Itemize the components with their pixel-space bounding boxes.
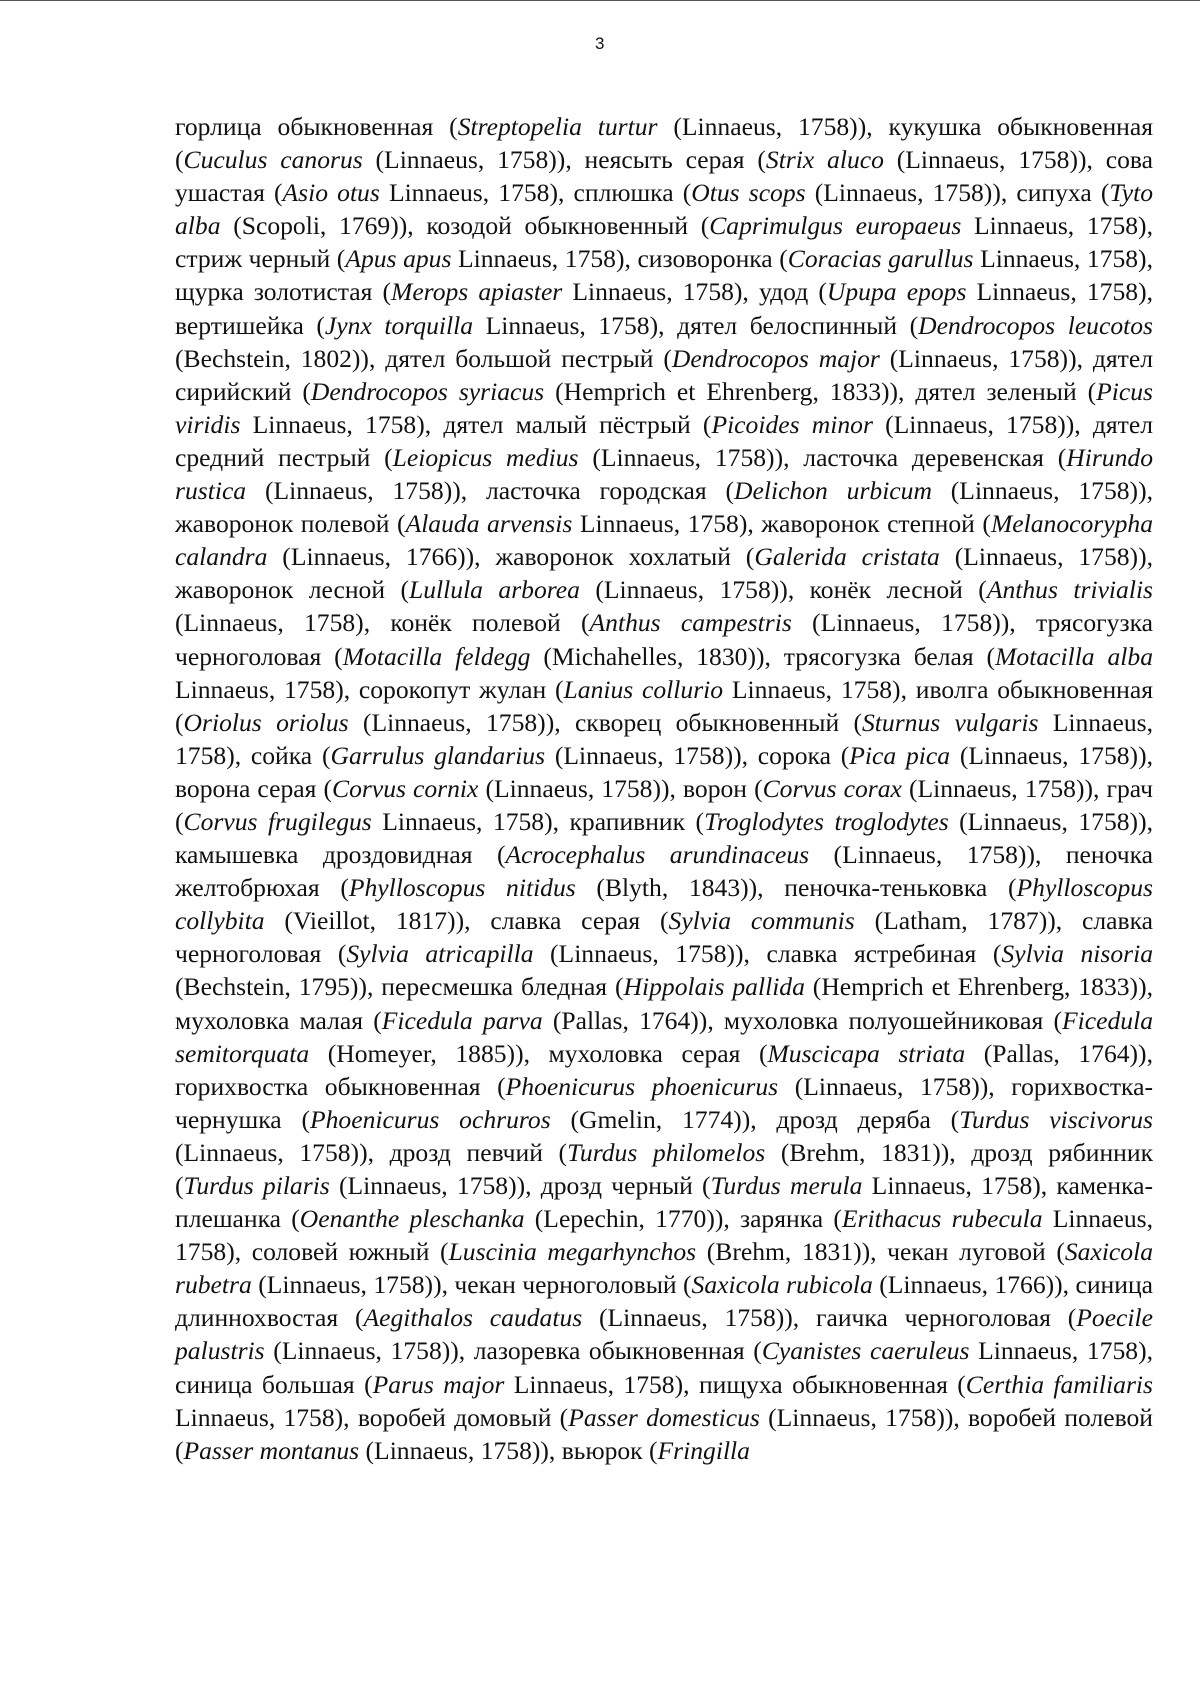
species-latin-name: Strix aluco bbox=[765, 145, 884, 175]
species-text: Linnaeus, 1758), синица большая ( bbox=[175, 1336, 1153, 1399]
species-text: (Linnaeus, 1758)), ворон ( bbox=[478, 773, 763, 803]
species-text: (Linnaeus, 1758)), гаичка черноголовая ( bbox=[582, 1303, 1077, 1333]
species-latin-name: Oriolus oriolus bbox=[183, 707, 349, 737]
species-text: (Linnaeus, 1766)), жаворонок хохлатый ( bbox=[267, 542, 755, 572]
species-text: Linnaeus, 1758), соловей южный ( bbox=[175, 1204, 1153, 1267]
species-latin-name: Muscicapa striata bbox=[767, 1038, 966, 1068]
species-text: (Linnaeus, 1758)), дятел сирийский ( bbox=[175, 343, 1153, 406]
species-latin-name: Ficedula parva bbox=[381, 1005, 543, 1035]
species-latin-name: Motacilla feldegg bbox=[342, 641, 531, 671]
species-text: (Linnaeus, 1758)), грач ( bbox=[175, 773, 1153, 836]
species-latin-name: Sylvia nisoria bbox=[1001, 939, 1154, 969]
species-text: Linnaeus, 1758), дятел белоспинный ( bbox=[473, 310, 919, 340]
species-latin-name: Saxicola rubicola bbox=[691, 1270, 873, 1300]
species-text: (Homeyer, 1885)), мухоловка серая ( bbox=[309, 1038, 768, 1068]
species-latin-name: Sturnus vulgaris bbox=[862, 707, 1039, 737]
species-latin-name: Turdus viscivorus bbox=[959, 1104, 1153, 1134]
species-latin-name: Lanius collurio bbox=[563, 674, 724, 704]
species-text: (Linnaeus, 1758)), чекан черноголовый ( bbox=[251, 1270, 692, 1300]
species-latin-name: Ficedula semitorquata bbox=[175, 1005, 1153, 1068]
species-latin-name: Cyanistes caeruleus bbox=[761, 1336, 970, 1366]
species-latin-name: Certhia familiaris bbox=[965, 1369, 1153, 1399]
page-top-edge bbox=[0, 0, 1200, 1]
species-latin-name: Phylloscopus nitidus bbox=[348, 873, 576, 903]
page-number: 3 bbox=[595, 34, 605, 53]
species-text: (Linnaeus, 1766)), синица длиннохвостая ( bbox=[175, 1270, 1154, 1333]
species-latin-name: Picoides minor bbox=[711, 409, 873, 439]
species-text: Linnaeus, 1758), дятел малый пёстрый ( bbox=[240, 409, 712, 439]
species-text: (Pallas, 1764)), мухоловка полуошейниковая ( bbox=[542, 1005, 1063, 1035]
species-latin-name: Cuculus canorus bbox=[183, 145, 363, 175]
species-latin-name: Troglodytes troglodytes bbox=[704, 806, 949, 836]
species-latin-name: Dendrocopos leucotos bbox=[918, 310, 1153, 340]
species-text: Linnaeus, 1758), пищуха обыкновенная ( bbox=[504, 1369, 966, 1399]
species-latin-name: Phylloscopus collybita bbox=[175, 873, 1153, 936]
species-text: (Linnaeus, 1758)), вьюрок ( bbox=[359, 1435, 658, 1465]
species-text: (Lepechin, 1770)), зарянка ( bbox=[524, 1204, 842, 1234]
species-latin-name: Dendrocopos major bbox=[671, 343, 880, 373]
species-text: горлица обыкновенная ( bbox=[175, 112, 458, 141]
species-text: (Linnaeus, 1758)), скворец обыкновенный ( bbox=[348, 707, 862, 737]
species-latin-name: Melanocorypha calandra bbox=[175, 509, 1153, 572]
species-latin-name: Pica pica bbox=[849, 740, 951, 770]
species-text: (Scopoli, 1769)), козодой обыкновенный ( bbox=[220, 211, 710, 241]
species-latin-name: Turdus pilaris bbox=[183, 1171, 330, 1200]
species-text: (Bechstein, 1802)), дятел большой пестрый ( bbox=[175, 343, 672, 373]
species-latin-name: Luscinia megarhynchos bbox=[448, 1237, 697, 1267]
species-text: (Linnaeus, 1758)), славка ястребиная ( bbox=[533, 939, 1002, 969]
species-text: (Linnaeus, 1758)), сипуха ( bbox=[805, 178, 1110, 208]
species-latin-name: Acrocephalus arundinaceus bbox=[505, 840, 810, 870]
species-text: (Linnaeus, 1758)), камышевка дроздовидная ( bbox=[175, 806, 1153, 870]
species-latin-name: Tyto alba bbox=[175, 178, 1153, 241]
species-text: Linnaeus, 1758), вертишейка ( bbox=[175, 277, 1153, 340]
species-text: (Hemprich et Ehrenberg, 1833)), дятел зеленый ( bbox=[544, 376, 1097, 406]
species-latin-name: Streptopelia turtur bbox=[457, 112, 658, 141]
species-text: (Linnaeus, 1758)), пеночка желтобрюхая ( bbox=[175, 840, 1154, 903]
species-text: (Linnaeus, 1758)), сорока ( bbox=[545, 740, 850, 770]
species-text: (Linnaeus, 1758)), воробей полевой ( bbox=[175, 1402, 1154, 1465]
species-text: (Blyth, 1843)), пеночка-теньковка ( bbox=[575, 873, 1017, 903]
species-latin-name: Hirundo rustica bbox=[175, 442, 1153, 506]
species-text: (Pallas, 1764)), горихвостка обыкновенная ( bbox=[175, 1038, 1153, 1101]
species-latin-name: Otus scops bbox=[691, 178, 806, 208]
species-latin-name: Corvus corax bbox=[762, 773, 902, 803]
species-latin-name: Delichon urbicum bbox=[734, 476, 932, 506]
species-text: (Linnaeus, 1758)), дятел средний пестрый ( bbox=[175, 409, 1153, 472]
species-text: (Brehm, 1831)), чекан луговой ( bbox=[696, 1237, 1065, 1267]
species-text: (Linnaeus, 1758)), жаворонок лесной ( bbox=[175, 542, 1153, 605]
species-latin-name: Parus major bbox=[372, 1369, 505, 1399]
species-text: Linnaeus, 1758), иволга обыкновенная ( bbox=[175, 674, 1154, 737]
species-text: Linnaeus, 1758), сплюшка ( bbox=[379, 178, 692, 208]
species-text: (Linnaeus, 1758)), ласточка деревенская ( bbox=[578, 442, 1067, 472]
species-latin-name: Corvus frugilegus bbox=[183, 806, 372, 836]
species-latin-name: Coracias garullus bbox=[787, 244, 974, 274]
species-text: (Linnaeus, 1758)), горихвостка-чернушка ( bbox=[175, 1071, 1153, 1134]
species-latin-name: Sylvia atricapilla bbox=[346, 939, 534, 969]
species-text: Linnaeus, 1758), удод ( bbox=[562, 277, 827, 307]
species-latin-name: Phoenicurus ochruros bbox=[309, 1104, 551, 1134]
species-text: Linnaeus, 1758), каменка-плешанка ( bbox=[175, 1171, 1153, 1234]
species-text: Linnaeus, 1758), щурка золотистая ( bbox=[175, 244, 1153, 307]
species-latin-name: Aegithalos caudatus bbox=[363, 1303, 583, 1333]
species-text: (Linnaeus, 1758)), сова ушастая ( bbox=[175, 145, 1153, 208]
species-text: (Linnaeus, 1758)), дрозд черный ( bbox=[329, 1171, 711, 1200]
species-latin-name: Garrulus glandarius bbox=[330, 740, 546, 770]
species-latin-name: Anthus campestris bbox=[589, 608, 792, 638]
species-text: Linnaeus, 1758), крапивник ( bbox=[371, 806, 705, 836]
species-latin-name: Passer domesticus bbox=[568, 1402, 760, 1432]
species-latin-name: Turdus merula bbox=[710, 1171, 863, 1200]
species-latin-name: Erithacus rubecula bbox=[841, 1204, 1043, 1234]
species-text: (Michahelles, 1830)), трясогузка белая ( bbox=[530, 641, 996, 671]
species-latin-name: Passer montanus bbox=[183, 1435, 360, 1465]
species-latin-name: Anthus trivialis bbox=[986, 575, 1154, 605]
species-latin-name: Motacilla alba bbox=[995, 641, 1154, 671]
species-latin-name: Phoenicurus phoenicurus bbox=[505, 1071, 779, 1101]
species-text: (Linnaeus, 1758)), неясыть серая ( bbox=[362, 145, 766, 175]
species-text: Linnaeus, 1758), сизоворонка ( bbox=[451, 244, 788, 274]
species-latin-name: Corvus cornix bbox=[332, 773, 479, 803]
species-latin-name: Asio otus bbox=[282, 178, 380, 208]
species-text: (Latham, 1787)), славка черноголовая ( bbox=[175, 906, 1153, 969]
species-latin-name: Alauda arvensis bbox=[405, 509, 573, 539]
species-latin-name: Saxicola rubetra bbox=[175, 1237, 1153, 1300]
species-text: Linnaeus, 1758), стриж черный ( bbox=[175, 211, 1153, 274]
species-text: (Linnaeus, 1758)), кукушка обыкновенная ( bbox=[175, 112, 1153, 175]
species-latin-name: Lullula arborea bbox=[409, 575, 580, 605]
species-text: Linnaeus, 1758), жаворонок степной ( bbox=[572, 509, 991, 539]
species-latin-name: Hippolais pallida bbox=[623, 972, 805, 1002]
species-text: (Linnaeus, 1758)), трясогузка черноголовая ( bbox=[175, 608, 1153, 671]
species-latin-name: Dendrocopos syriacus bbox=[310, 376, 545, 406]
species-text: Linnaeus, 1758), сойка ( bbox=[175, 707, 1153, 770]
species-latin-name: Caprimulgus europaeus bbox=[709, 211, 962, 241]
species-text: Linnaeus, 1758), воробей домовый ( bbox=[175, 1402, 569, 1432]
species-text: (Linnaeus, 1758)), дрозд певчий ( bbox=[175, 1137, 568, 1167]
species-text: Linnaeus, 1758), сорокопут жулан ( bbox=[175, 674, 564, 704]
species-text: (Linnaeus, 1758)), жаворонок полевой ( bbox=[175, 476, 1153, 539]
species-text: (Linnaeus, 1758)), ласточка городская ( bbox=[246, 476, 734, 506]
species-text: (Linnaeus, 1758), конёк полевой ( bbox=[175, 608, 590, 638]
species-text: (Gmelin, 1774)), дрозд деряба ( bbox=[550, 1104, 960, 1134]
species-latin-name: Oenanthe pleschanka bbox=[299, 1204, 525, 1234]
species-text: (Linnaeus, 1758)), конёк лесной ( bbox=[579, 575, 987, 605]
species-latin-name: Poecile palustris bbox=[175, 1303, 1153, 1366]
species-latin-name: Galerida cristata bbox=[754, 542, 940, 572]
species-latin-name: Merops apiaster bbox=[391, 277, 563, 307]
species-latin-name: Leiopicus medius bbox=[392, 442, 579, 472]
species-text: (Bechstein, 1795)), пересмешка бледная ( bbox=[175, 972, 624, 1002]
species-latin-name: Upupa epops bbox=[826, 277, 967, 307]
species-latin-name: Picus viridis bbox=[175, 376, 1153, 439]
species-text: (Vieillot, 1817)), славка серая ( bbox=[264, 906, 669, 936]
species-text: (Linnaeus, 1758)), ворона серая ( bbox=[175, 740, 1153, 803]
species-text: (Brehm, 1831)), дрозд рябинник ( bbox=[175, 1137, 1154, 1200]
species-text: (Linnaeus, 1758)), лазоревка обыкновенная ( bbox=[264, 1336, 762, 1366]
species-latin-name: Apus apus bbox=[345, 244, 452, 274]
species-latin-name: Fringilla bbox=[657, 1435, 750, 1465]
species-latin-name: Sylvia communis bbox=[668, 906, 855, 936]
species-latin-name: Jynx torquilla bbox=[324, 310, 474, 340]
species-list-paragraph bbox=[175, 110, 1153, 1467]
species-text: (Hemprich et Ehrenberg, 1833)), мухоловка малая ( bbox=[175, 972, 1153, 1035]
species-latin-name: Turdus philomelos bbox=[567, 1137, 766, 1167]
